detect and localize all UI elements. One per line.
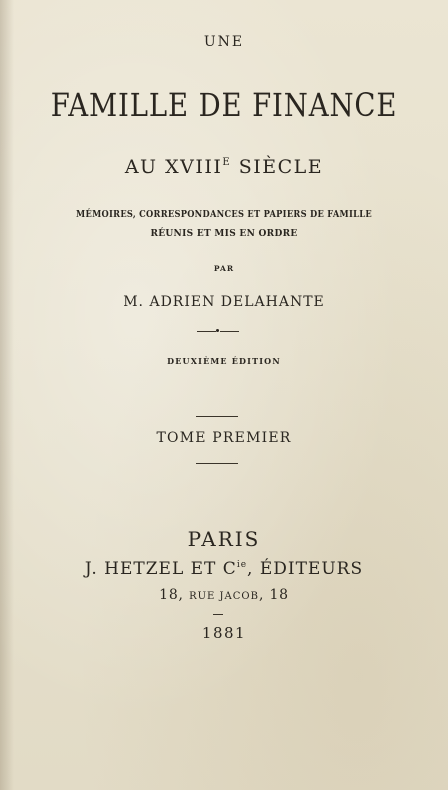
book-title: FAMILLE DE FINANCE bbox=[50, 86, 398, 124]
author-name: M. ADRIEN DELAHANTE bbox=[123, 294, 325, 310]
year-rule bbox=[213, 614, 223, 615]
by-label: PAR bbox=[213, 264, 235, 273]
subtitle-main: AU XVIII bbox=[124, 156, 223, 178]
description-line-2: RÉUNIS ET MIS EN ORDRE bbox=[150, 229, 298, 239]
address-street: RUE JACOB bbox=[189, 591, 259, 602]
imprint-city: PARIS bbox=[187, 527, 261, 551]
pre-title: UNE bbox=[203, 34, 245, 50]
page-gutter-shadow bbox=[0, 0, 14, 790]
edition-label: DEUXIÈME ÉDITION bbox=[167, 356, 281, 366]
imprint-year: 1881 bbox=[201, 624, 247, 642]
ornament-dot bbox=[216, 329, 219, 332]
volume-label: TOME PREMIER bbox=[156, 430, 292, 446]
publisher-rest: , ÉDITEURS bbox=[247, 559, 364, 579]
subtitle-rest: SIÈCLE bbox=[231, 156, 324, 178]
volume-rule-bottom bbox=[196, 463, 238, 464]
book-subtitle bbox=[0, 156, 448, 178]
publisher-main: J. HETZEL ET C bbox=[84, 559, 237, 579]
imprint-address bbox=[0, 587, 448, 603]
ornament-rule-right bbox=[220, 331, 239, 332]
volume-rule-top bbox=[196, 416, 238, 417]
address-suffix: , 18 bbox=[258, 587, 289, 603]
publisher-superscript: ie bbox=[236, 560, 248, 570]
address-number: 18, bbox=[159, 587, 190, 603]
description-line-1: MÉMOIRES, CORRESPONDANCES ET PAPIERS DE FAMILLE bbox=[76, 210, 372, 220]
ornament-rule-left bbox=[197, 331, 216, 332]
subtitle-superscript: E bbox=[222, 157, 232, 168]
imprint-publisher bbox=[0, 559, 448, 579]
